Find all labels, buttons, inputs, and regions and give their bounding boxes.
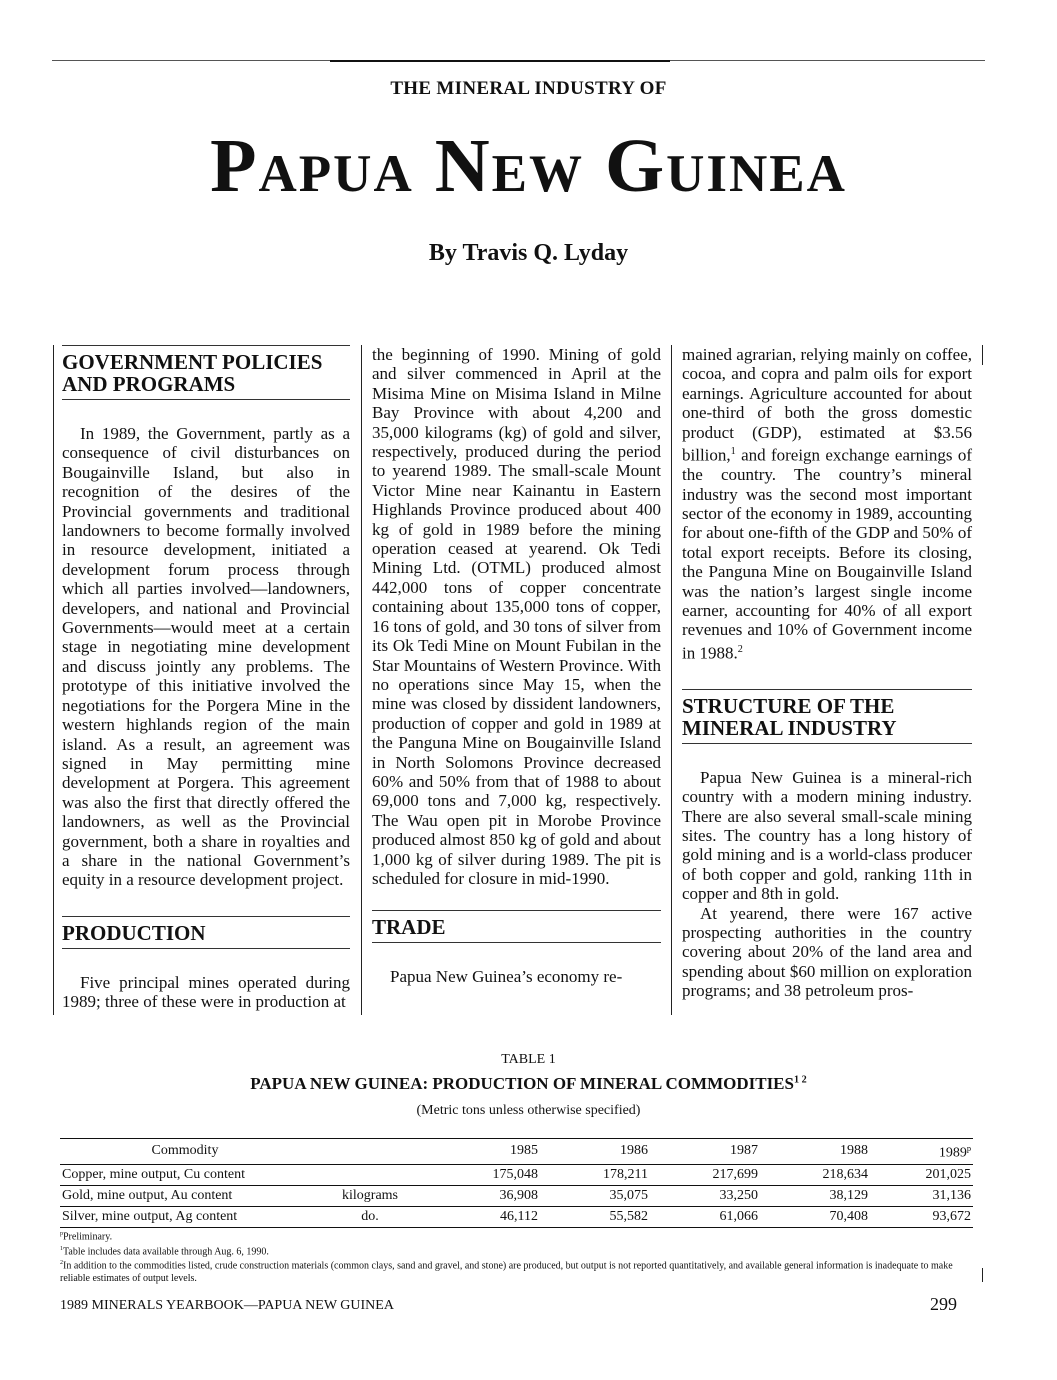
- cell-1985: 46,112: [430, 1206, 540, 1227]
- row-commodity: Gold, mine output, Au content: [60, 1185, 310, 1206]
- section-heading-structure: STRUCTURE OF THE MINERAL INDUSTRY: [682, 689, 972, 744]
- column-divider-right: [982, 345, 983, 365]
- cell-1989: 31,136: [870, 1185, 973, 1206]
- row-commodity: Copper, mine output, Cu content: [60, 1164, 310, 1185]
- table-row: [60, 1206, 973, 1227]
- column-divider-2: [671, 345, 672, 1015]
- production-paragraph-continued: the beginning of 1990. Mining of gold and silver commenced in April at the Misima Mine on Misima Island in Milne Bay Province with about 4,200 and 35,000 kilograms (kg) of gold and silver, respectively, produced during the period to yearend 1989. The small-scale Mount Victor Mine near Kainantu in Eastern Highlands Province produced about 400 kg of gold in 1989 before the mining operation ceased at yearend. Ok Tedi Mining Ltd. (OTML) produced almost 442,000 tons of copper concentrate containing about 135,000 tons of copper, 16 tons of gold, and 30 tons of silver from its Ok Tedi Mine on Mount Fubilan in the Star Mountains of Western Province. With no operations since May 15, when the mine was closed by dissident landowners, production of copper and gold in 1989 at the Panguna Mine on Bougainville Island in North Solomons Province decreased 60% and 50% from that of 1988 to about 69,000 tons and 7,000 kg, respectively. The Wau open pit in Morobe Province produced almost 850 kg of gold and about 1,000 kg of silver during 1989. The pit is scheduled for closure in mid-1990.: [372, 345, 661, 888]
- col-header-1989: [870, 1139, 973, 1165]
- footnote-2: [60, 1257, 973, 1285]
- cell-1989: 201,025: [870, 1164, 973, 1185]
- section-heading-government: GOVERNMENT POLICIES AND PROGRAMS: [62, 345, 350, 400]
- preliminary-mark: p: [966, 1144, 971, 1153]
- column-divider-1: [361, 345, 362, 1015]
- trade-text-b: and foreign exchange earnings of the country. The country’s mineral industry was the second most important sector of the economy in 1989, accounting for about one-fifth of the GDP and 50% of total export receipts. Before its closing, the Panguna Mine on Bougainville Island was the nation’s largest single income earner, accounting for 40% of all export revenues and 10% of Government income in 1988.: [682, 445, 972, 663]
- top-rule-accent: [330, 60, 670, 62]
- col-header-unit: [310, 1139, 430, 1165]
- table-header-row: [60, 1139, 973, 1165]
- row-unit: do.: [310, 1206, 430, 1227]
- column-divider-left: [53, 345, 54, 1015]
- table-title: [0, 1074, 1057, 1094]
- table-title-text: PAPUA NEW GUINEA: PRODUCTION OF MINERAL COMMODITIES: [250, 1074, 794, 1093]
- title-kicker: THE MINERAL INDUSTRY OF: [390, 78, 667, 99]
- government-paragraph: In 1989, the Government, partly as a consequence of civil disturbances on Bougainville Island, but also in recognition of the desires of the Provincial governments and traditional landowners to become formally involved in resource development, initiated a development forum process through which all parties involved—landowners, developers, and national and Provincial Governments—would meet at a certain stage in negotiating mine development and discuss jointly any problems. The prototype of this initiative involved the negotiations for the Porgera Mine in the western highlands region of the main island. As a result, an agreement was signed in May permitting mine development at Porgera. This agreement was also the first that directly offered the landowners, as well as the Provincial government, both a share in royalties and a share in the national Government’s equity in a resource development project.: [62, 424, 350, 890]
- cell-1987: 61,066: [650, 1206, 760, 1227]
- cell-1986: 35,075: [540, 1185, 650, 1206]
- footnote-preliminary: [60, 1228, 973, 1243]
- footnote-text-p: Preliminary.: [63, 1231, 113, 1243]
- footnote-text-1: Table includes data available through Aug. 6, 1990.: [63, 1246, 269, 1258]
- row-unit: kilograms: [310, 1185, 430, 1206]
- col-header-1986: 1986: [540, 1139, 650, 1165]
- cell-1988: 70,408: [760, 1206, 870, 1227]
- column-3: [682, 345, 972, 1001]
- col-header-1987: 1987: [650, 1139, 760, 1165]
- trade-text-a: mained agrarian, relying mainly on coffee, cocoa, and copra and palm oils for export earnings. Agriculture accounted for about one-third of both the gross domestic product (GDP), estimated at $3.56 billion,: [682, 345, 972, 465]
- structure-paragraph-2: At yearend, there were 167 active prospecting authorities in the country covering about 20% of the land area and spending about $60 million on exploration programs; and 38 petroleum pros-: [682, 903, 972, 1001]
- cell-1985: 175,048: [430, 1164, 540, 1185]
- cell-1985: 36,908: [430, 1185, 540, 1206]
- structure-paragraph-1: Papua New Guinea is a mineral-rich country with a modern mining industry. There are also several small-scale mining sites. The country has a long history of gold mining and is a world-class producer of both copper and gold, ranking 11th in copper and 8th in gold.: [682, 767, 972, 904]
- table-subtitle: (Metric tons unless otherwise specified): [416, 1103, 641, 1118]
- cell-1987: 33,250: [650, 1185, 760, 1206]
- col-header-1985: 1985: [430, 1139, 540, 1165]
- col-header-commodity: Commodity: [60, 1139, 310, 1165]
- table-row: [60, 1164, 973, 1185]
- footnote-mark-p: p: [60, 1231, 63, 1237]
- cell-1989: 93,672: [870, 1206, 973, 1227]
- production-paragraph-start: Five principal mines operated during 1989; three of these were in production at: [62, 972, 350, 1012]
- trade-paragraph-continued: [682, 345, 972, 663]
- page-title: Papua New Guinea: [210, 124, 847, 208]
- table-divider-right: [982, 1268, 983, 1282]
- footnote-mark-1: 1: [60, 1246, 63, 1252]
- cell-1988: 38,129: [760, 1185, 870, 1206]
- footnote-ref-2: 2: [737, 643, 743, 655]
- col-header-1989-year: 1989: [938, 1145, 967, 1161]
- byline: By Travis Q. Lyday: [428, 240, 629, 266]
- trade-paragraph-start: Papua New Guinea’s economy re-: [390, 967, 623, 987]
- row-commodity: Silver, mine output, Ag content: [60, 1206, 310, 1227]
- table-title-footnotes: 1 2: [793, 1074, 807, 1086]
- table-number: TABLE 1: [501, 1052, 556, 1067]
- cell-1986: 55,582: [540, 1206, 650, 1227]
- col-header-1988: 1988: [760, 1139, 870, 1165]
- column-2: [372, 345, 661, 987]
- production-table: [60, 1138, 973, 1228]
- footnote-mark-2: 2: [60, 1260, 63, 1266]
- running-footer: 1989 MINERALS YEARBOOK—PAPUA NEW GUINEA: [60, 1298, 394, 1313]
- row-unit: [310, 1164, 430, 1185]
- section-heading-production: PRODUCTION: [62, 916, 350, 949]
- footnote-text-2: In addition to the commodities listed, crude construction materials (common clays, sand and gravel, and stone) are produced, but output is not reported quantitatively, and available general information is inadequate to make reliable estimates of output levels.: [60, 1260, 953, 1285]
- page-number: 299: [930, 1294, 957, 1314]
- footnote-ref-1: 1: [730, 446, 736, 458]
- cell-1987: 217,699: [650, 1164, 760, 1185]
- column-1: [62, 345, 350, 1012]
- table-row: [60, 1185, 973, 1206]
- cell-1988: 218,634: [760, 1164, 870, 1185]
- cell-1986: 178,211: [540, 1164, 650, 1185]
- section-heading-trade: TRADE: [372, 910, 661, 943]
